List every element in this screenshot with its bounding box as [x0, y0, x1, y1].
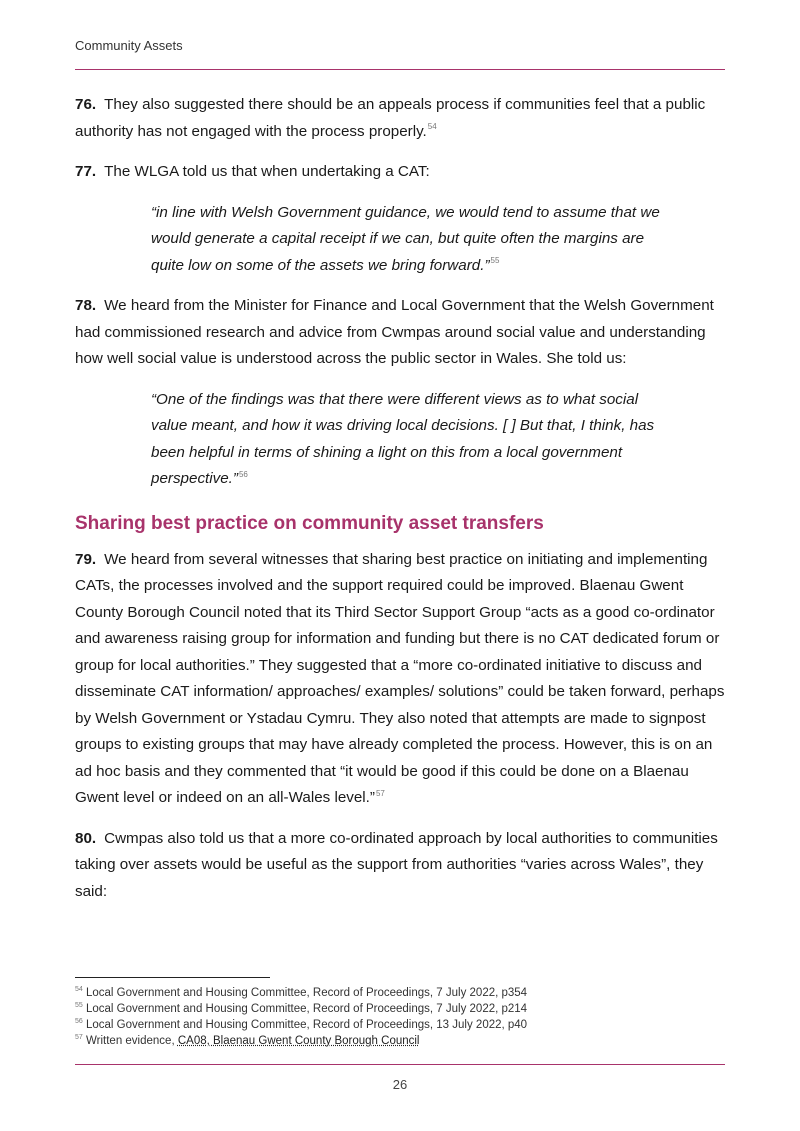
footnotes: [75, 985, 725, 1049]
quote-wlga: [75, 200, 725, 280]
quote-text: “in line with Welsh Government guidance, we would tend to assume that we would generate a capital receipt if we can, but quite often the margins are quite low on some of the assets we bring forward.”: [151, 203, 660, 274]
footnote-ref[interactable]: 55: [490, 256, 500, 266]
paragraph-77: [75, 159, 725, 186]
paragraph-text: We heard from several witnesses that sharing best practice on initiating and implementing CATs, the processes involved and the support required could be improved. Blaenau Gwent County Borough Council noted that its Third Sector Support Group “acts as a good co-ordinator and awareness raising group for information and funding but there is no CAT dedicated forum or group for local authorities.” They suggested that a “more co-ordinated initiative to discuss and disseminate CAT information/ approaches/ examples/ solutions” could be taken forward, perhaps by Welsh Government or Ystadau Cymru. They also noted that attempts are made to signpost groups to existing groups that may have already completed the process. However, this is on an ad hoc basis and they commented that “it would be good if this could be done on a Blaenau Gwent level or indeed on an all-Wales level.”: [75, 550, 725, 806]
section-heading: Sharing best practice on community asset transfers: [75, 512, 544, 534]
evidence-link[interactable]: CA08, Blaenau Gwent County Borough Council: [177, 1035, 420, 1047]
paragraph-number: 77.: [75, 163, 97, 180]
footnote-text: Local Government and Housing Committee, Record of Proceedings, 7 July 2022, p354: [86, 987, 528, 999]
paragraph-number: 79.: [75, 550, 97, 568]
header-divider: [75, 69, 725, 70]
footnote-number: 57: [75, 1034, 83, 1042]
footnote-divider: [75, 977, 270, 978]
paragraph-76: [75, 92, 725, 145]
footnote-54: [75, 985, 725, 1001]
paragraph-number: 76.: [75, 96, 97, 113]
paragraph-text: We heard from the Minister for Finance and Local Government that the Welsh Government had commissioned research and advice from Cwmpas around social value and understanding how well social value is understood across the public sector in Wales. She told us:: [75, 297, 714, 367]
footnote-text: Local Government and Housing Committee, Record of Proceedings, 7 July 2022, p214: [86, 1003, 528, 1015]
footer-divider: [75, 1064, 725, 1065]
footnote-56: [75, 1017, 725, 1033]
footnote-ref[interactable]: 57: [375, 788, 385, 798]
paragraph-number: 78.: [75, 297, 97, 314]
paragraph-number: 80.: [75, 829, 97, 847]
footnote-ref[interactable]: 54: [427, 122, 437, 132]
running-header: Community Assets: [75, 38, 183, 53]
footnote-number: 55: [75, 1002, 83, 1010]
footnote-ref[interactable]: 56: [238, 469, 248, 479]
page-number: 26: [392, 1077, 408, 1092]
paragraph-80: [75, 826, 725, 906]
footnote-number: 54: [75, 986, 83, 994]
quote-text: “One of the findings was that there were different views as to what social value meant, and how it was driving local decisions. [ ] But that, I think, has been helpful in terms of shining a light on this from a local government perspective.”: [151, 390, 655, 487]
quote-minister: [75, 387, 725, 493]
footnote-number: 56: [75, 1018, 83, 1026]
footnote-55: [75, 1001, 725, 1017]
paragraph-text: Cwmpas also told us that a more co-ordinated approach by local authorities to communities taking over assets would be useful as the support from authorities “varies across Wales”, they said:: [75, 829, 718, 900]
main-content: [75, 92, 725, 919]
paragraph-text: They also suggested there should be an appeals process if communities feel that a public authority has not engaged with the process properly.: [75, 96, 706, 140]
paragraph-text: The WLGA told us that when undertaking a CAT:: [104, 163, 430, 180]
paragraph-79: [75, 547, 725, 812]
footnote-57: [75, 1033, 725, 1049]
footnote-text: Local Government and Housing Committee, Record of Proceedings, 13 July 2022, p40: [86, 1019, 528, 1031]
paragraph-78: [75, 293, 725, 373]
footnote-text: Written evidence,: [86, 1035, 178, 1047]
